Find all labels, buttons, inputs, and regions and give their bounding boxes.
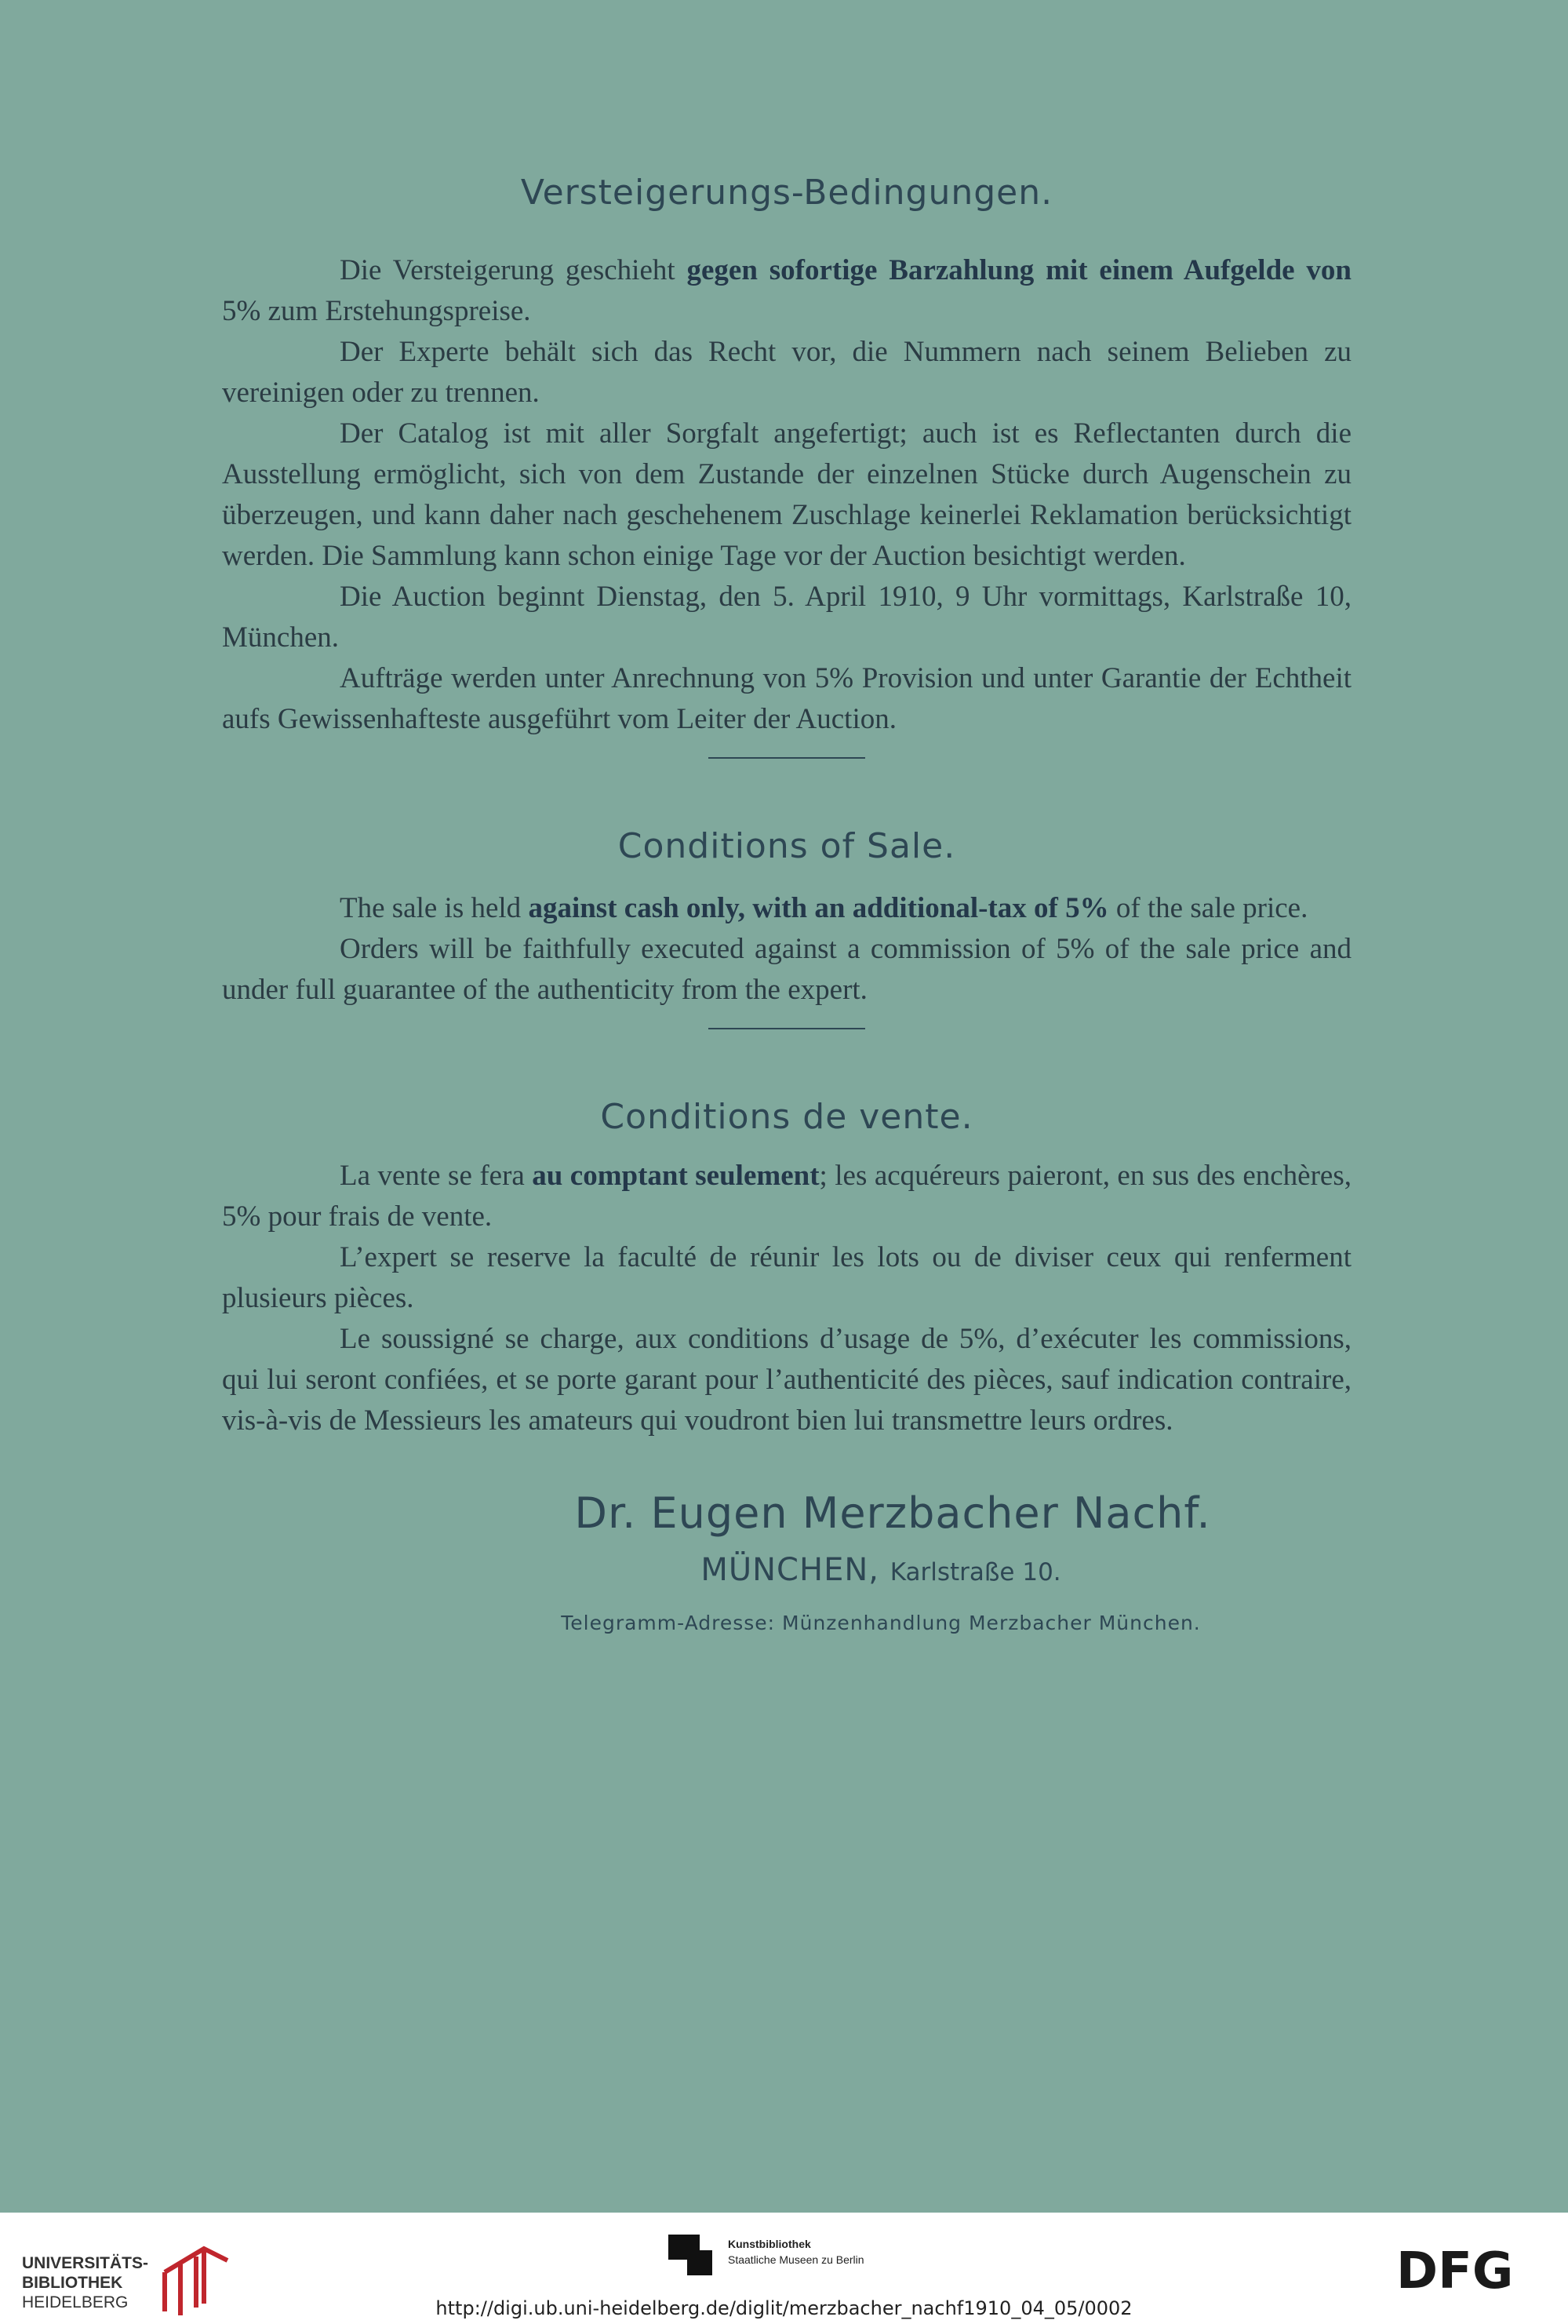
digitization-footer <box>0 2213 1568 2324</box>
kb-line-2: Staatliche Museen zu Berlin <box>728 2253 864 2266</box>
page-content <box>222 157 1352 1634</box>
french-paragraph-2: L’expert se reserve la faculté de réunir les lots ou de diviser ceux qui renferment plusieurs pièces. <box>222 1241 1352 1314</box>
french-p1-text-end: ; les acquéreurs paieront, en sus des enchères, 5% pour frais de vente. <box>222 1160 1352 1233</box>
french-paragraph-3: Le soussigné se charge, aux conditions d’usage de 5%, d’exécuter les commissions, qui lui seront confiées, et se porte garant pour l’authenticité des pièces, sauf indication contraire, vis-à-vis de Messieurs les amateurs qui voudront bien lui transmettre leurs ordres. <box>222 1323 1352 1437</box>
french-p1-bold: au comptant seulement <box>532 1160 820 1192</box>
dfg-logo-text: DFG <box>1396 2242 1514 2297</box>
ub-line-1: UNIVERSITÄTS- <box>22 2254 149 2272</box>
german-p1-text-end: 5% zum Erstehungspreise. <box>222 295 531 327</box>
french-paragraph-1 <box>222 1156 1352 1237</box>
section-divider <box>708 757 865 759</box>
english-p1-text-end: of the sale price. <box>1108 892 1308 924</box>
english-p1-bold: against cash only, with an additional-tax of 5% <box>528 892 1109 924</box>
german-paragraph-4: Die Auction beginnt Dienstag, den 5. April 1910, 9 Uhr vormittags, Karlstraße 10, München. <box>222 581 1352 654</box>
firm-block <box>222 1488 1352 1634</box>
german-paragraph-2: Der Experte behält sich das Recht vor, die Nummern nach seinem Belieben zu vereinigen oder zu trennen. <box>222 336 1352 409</box>
kunstbibliothek-mark-icon <box>665 2231 715 2282</box>
english-paragraph-1 <box>222 888 1352 929</box>
german-p1-text: Die Versteigerung geschieht <box>340 254 687 286</box>
kb-line-1: Kunstbibliothek <box>728 2238 811 2250</box>
german-paragraph-3: Der Catalog ist mit aller Sorgfalt angefertigt; auch ist es Reflectanten durch die Ausstellung ermöglicht, sich von dem Zustande der einzelnen Stücke durch Augenschein zu überzeugen, und kann daher nach geschehenem Zuschlage keinerlei Reklamation berücksichtigt werden. Die Sammlung kann schon einige Tage vor der Auction besichtigt werden. <box>222 417 1352 572</box>
ub-line-3: HEIDELBERG <box>22 2293 129 2311</box>
permalink-url[interactable]: http://digi.ub.uni-heidelberg.de/diglit/merzbacher_nachf1910_04_05/0002 <box>435 2297 1133 2319</box>
kunstbibliothek-text <box>728 2236 864 2268</box>
firm-street: Karlstraße 10. <box>890 1558 1061 1586</box>
german-paragraph-5: Aufträge werden unter Anrechnung von 5% Provision und unter Garantie der Echtheit aufs Gewissenhafteste ausgeführt vom Leiter der Auction. <box>222 662 1352 735</box>
english-p1-text: The sale is held <box>340 892 529 924</box>
kunstbibliothek-logo[interactable] <box>665 2228 900 2291</box>
section-divider <box>708 1028 865 1029</box>
ub-line-2: BIBLIOTHEK <box>22 2274 123 2292</box>
french-heading: Conditions de vente. <box>600 1097 973 1137</box>
firm-address <box>410 1552 1352 1588</box>
french-p1-text: La vente se fera <box>340 1160 533 1192</box>
dfg-logo[interactable] <box>1396 2242 1545 2297</box>
english-paragraph-2: Orders will be faithfully executed against a commission of 5% of the sale price and under full guarantee of the authenticity from the expert. <box>222 933 1352 1006</box>
english-heading: Conditions of Sale. <box>617 826 956 866</box>
firm-name: Dr. Eugen Merzbacher Nachf. <box>574 1488 1211 1538</box>
german-heading: Versteigerungs-Bedingungen. <box>520 173 1053 213</box>
german-p1-bold: gegen sofortige Barzahlung mit einem Aufgelde von <box>686 254 1352 286</box>
german-paragraph-1 <box>222 250 1352 332</box>
firm-city: MÜNCHEN, <box>700 1552 879 1588</box>
firm-telegram: Telegramm-Adresse: Münzenhandlung Merzbacher München. <box>561 1612 1201 1634</box>
